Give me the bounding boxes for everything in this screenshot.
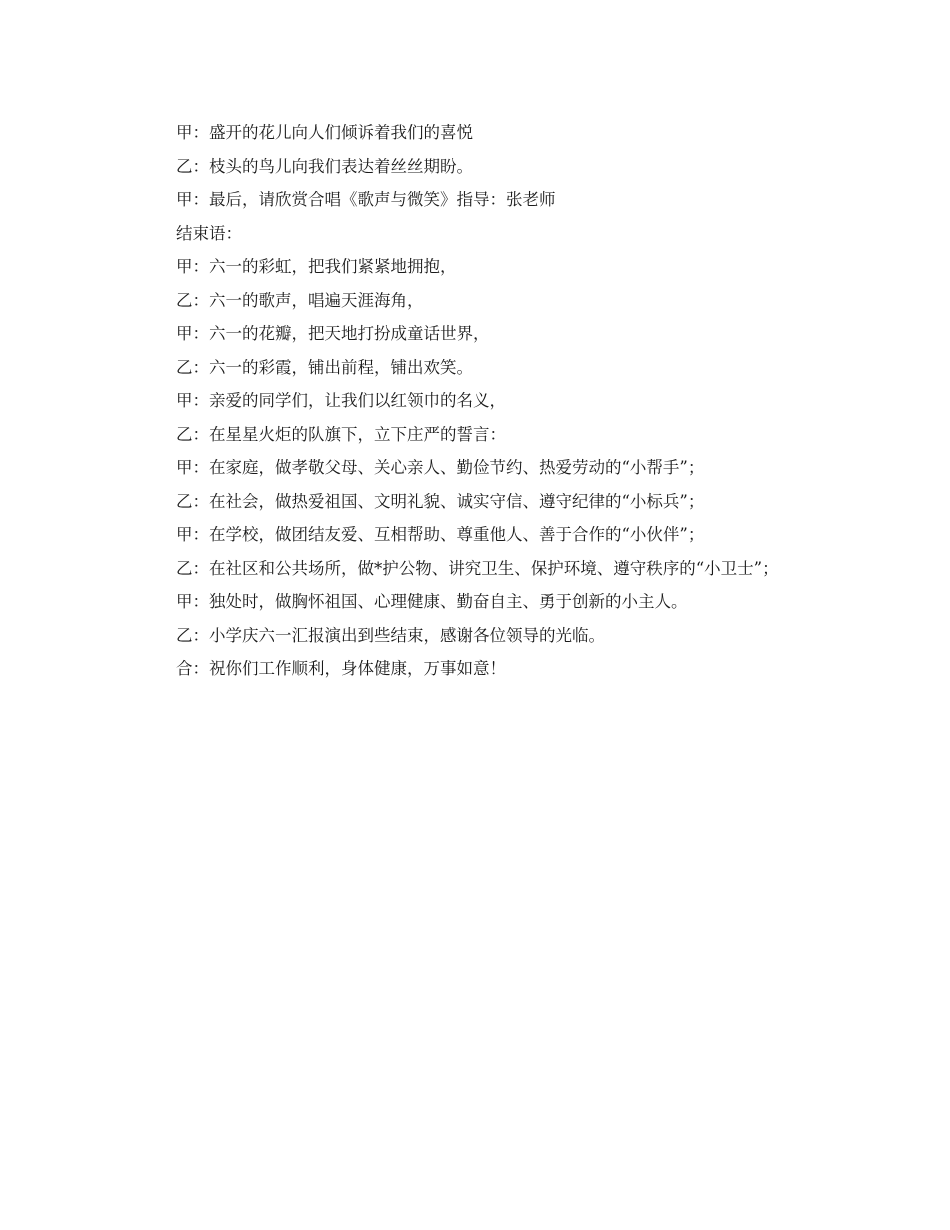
paragraph: 甲：在学校，做团结友爱、互相帮助、尊重他人、善于合作的“小伙伴”； — [176, 525, 705, 544]
paragraph: 乙：在社会，做热爱祖国、文明礼貌、诚实守信、遵守纪律的“小标兵”； — [176, 491, 705, 511]
paragraph: 甲：最后，请欣赏合唱《歌声与微笑》指导：张老师 — [176, 190, 556, 209]
paragraph: 甲：独处时，做胸怀祖国、心理健康、勤奋自主、勇于创新的小主人。 — [176, 592, 688, 611]
paragraph: 乙：六一的歌声，唱遍天涯海角， — [176, 290, 424, 310]
paragraph: 乙：枝头的鸟儿向我们表达着丝丝期盼。 — [176, 156, 473, 176]
paragraph: 甲：在家庭，做孝敬父母、关心亲人、勤俭节约、热爱劳动的“小帮手”； — [176, 458, 705, 477]
paragraph: 甲：盛开的花儿向人们倾诉着我们的喜悦 — [176, 123, 473, 142]
paragraph: 甲：六一的彩虹，把我们紧紧地拥抱， — [176, 257, 457, 276]
paragraph: 甲：亲爱的同学们，让我们以红领巾的名义， — [176, 391, 506, 410]
paragraph: 合：祝你们工作顺利，身体健康，万事如意！ — [176, 659, 506, 678]
paragraph: 甲：六一的花瓣，把天地打扮成童话世界， — [176, 324, 490, 343]
paragraph: 乙：在星星火炬的队旗下，立下庄严的誓言： — [176, 424, 506, 444]
paragraph: 乙：六一的彩霞，铺出前程，铺出欢笑。 — [176, 357, 473, 377]
paragraph: 乙：小学庆六一汇报演出到些结束，感谢各位领导的光临。 — [176, 625, 605, 645]
paragraph: 乙：在社区和公共场所，做*护公物、讲究卫生、保护环境、遵守秩序的“小卫士”； — [176, 558, 779, 578]
section-heading: 结束语： — [176, 223, 242, 243]
document-body — [140, 116, 820, 686]
